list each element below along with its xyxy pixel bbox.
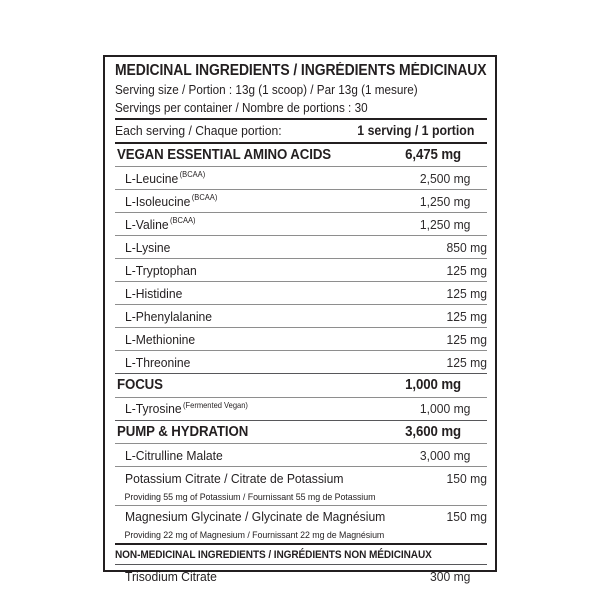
- section-header-label: VEGAN ESSENTIAL AMINO ACIDS: [117, 146, 332, 163]
- ingredient-name-text: Potassium Citrate / Citrate de Potassium: [125, 470, 344, 486]
- section-header-label: PUMP & HYDRATION: [117, 423, 249, 440]
- section-header-amount: 6,475 mg: [405, 146, 462, 163]
- ingredient-tag: (BCAA): [179, 170, 206, 180]
- ingredient-name-text: L-Methionine: [125, 331, 196, 347]
- ingredient-row: [115, 190, 487, 212]
- servings-per-container-line: Servings per container / Nombre de portions : 30: [115, 100, 368, 115]
- ingredient-tag: (BCAA): [191, 193, 218, 203]
- ingredient-row: [115, 506, 487, 528]
- ingredient-amount: 125 mg: [446, 354, 487, 370]
- ingredient-name: [125, 401, 248, 416]
- supplement-facts-panel: [103, 55, 497, 584]
- ingredient-name-text: L-Threonine: [125, 354, 191, 370]
- ingredient-row: [115, 444, 487, 466]
- ingredient-name-text: L-Histidine: [125, 285, 183, 301]
- ingredient-name: [125, 309, 212, 324]
- ingredient-name: [125, 286, 182, 301]
- non-medicinal-name: Trisodium Citrate: [125, 568, 217, 584]
- ingredient-name-text: L-Lysine: [125, 239, 171, 255]
- ingredient-tag: (Fermented Vegan): [183, 400, 248, 410]
- non-medicinal-row: [115, 565, 487, 587]
- ingredient-amount: 125 mg: [446, 308, 487, 324]
- ingredient-amount: 1,000 mg: [419, 401, 471, 417]
- ingredient-name-text: L-Valine: [125, 216, 169, 232]
- ingredient-amount: 125 mg: [446, 262, 487, 278]
- ingredient-amount: 3,000 mg: [419, 447, 471, 463]
- ingredient-name: [125, 217, 196, 232]
- ingredient-row: [115, 167, 487, 189]
- ingredient-name: [125, 355, 190, 370]
- section-header-label: FOCUS: [117, 377, 163, 394]
- ingredient-amount: 1,250 mg: [419, 193, 471, 209]
- ingredient-amount: 125 mg: [446, 285, 487, 301]
- section-header-row: [115, 144, 487, 167]
- non-medicinal-header: NON-MEDICINAL INGREDIENTS / INGRÉDIENTS NON MÉDICINAUX: [115, 548, 432, 561]
- ingredient-name-text: L-Citrulline Malate: [125, 447, 223, 463]
- ingredient-name: [125, 263, 197, 278]
- ingredient-name: [125, 332, 195, 347]
- ingredient-row: [115, 305, 487, 327]
- ingredient-row: [115, 259, 487, 281]
- ingredient-name: [125, 194, 217, 209]
- ingredient-row: [115, 467, 487, 489]
- ingredient-name-text: L-Tryptophan: [125, 262, 197, 278]
- section-header-row: [115, 374, 487, 397]
- panel-inner: [105, 57, 495, 584]
- ingredient-name-text: Magnesium Glycinate / Glycinate de Magnésium: [125, 509, 386, 525]
- ingredient-name: [125, 448, 223, 463]
- non-medicinal-amount: 300 mg: [429, 568, 471, 584]
- ingredient-row: [115, 236, 487, 258]
- ingredient-name-text: L-Isoleucine: [125, 193, 191, 209]
- non-medicinal-header-wrap: [115, 545, 487, 564]
- ingredient-amount: 150 mg: [446, 470, 487, 486]
- ingredient-row: [115, 398, 487, 420]
- ingredient-amount: 1,250 mg: [419, 216, 471, 232]
- ingredient-name: [125, 240, 170, 255]
- ingredient-name-text: L-Phenylalanine: [125, 308, 213, 324]
- ingredient-name: [125, 509, 385, 524]
- ingredient-amount: 150 mg: [446, 509, 487, 525]
- ingredient-row: [115, 213, 487, 235]
- each-serving-label: Each serving / Chaque portion:: [115, 122, 282, 138]
- section-header-amount: 1,000 mg: [405, 377, 462, 394]
- ingredient-name-text: L-Tyrosine: [125, 401, 182, 417]
- ingredient-amount: 125 mg: [446, 331, 487, 347]
- serving-size-line: Serving size / Portion : 13g (1 scoop) / Par 13g (1 mesure): [115, 82, 418, 97]
- ingredient-name: [125, 171, 205, 186]
- ingredient-amount: 2,500 mg: [419, 170, 471, 186]
- ingredient-row: [115, 351, 487, 373]
- ingredient-row: [115, 328, 487, 350]
- ingredient-name: [125, 471, 343, 486]
- each-serving-row: [115, 120, 487, 142]
- ingredient-amount: 850 mg: [446, 239, 487, 255]
- ingredient-note: Providing 55 mg of Potassium / Fournissant 55 mg de Potassium: [124, 491, 376, 502]
- ingredient-name-text: L-Leucine: [125, 170, 179, 186]
- section-header-amount: 3,600 mg: [405, 423, 462, 440]
- ingredient-tag: (BCAA): [169, 216, 196, 226]
- ingredient-row: [115, 282, 487, 304]
- sections-host: [115, 144, 487, 544]
- non-medicinal-rows-host: [115, 565, 487, 587]
- ingredient-note: Providing 22 mg of Magnesium / Fournissant 22 mg de Magnésium: [124, 530, 385, 541]
- section-header-row: [115, 421, 487, 444]
- panel-title: MEDICINAL INGREDIENTS / INGRÉDIENTS MÉDICINAUX: [115, 62, 487, 79]
- each-serving-amount: 1 serving / 1 portion: [357, 122, 475, 138]
